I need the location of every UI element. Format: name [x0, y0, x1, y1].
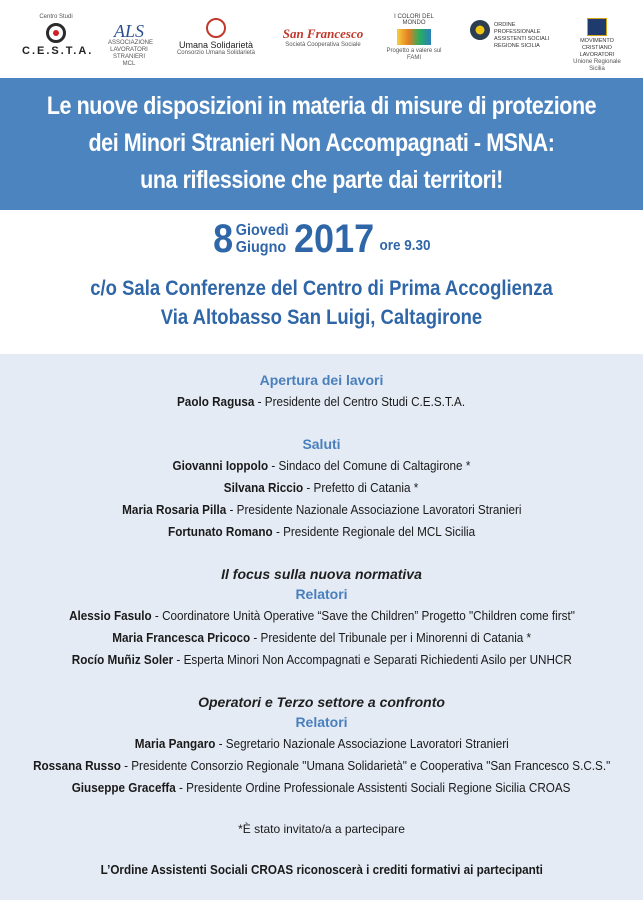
croas-logo-name: ORDINE PROFESSIONALE ASSISTENTI SOCIALI REGIONE SICILIA: [494, 22, 550, 49]
logo-bar: [0, 0, 643, 78]
speaker-role: - Sindaco del Comune di Caltagirone *: [268, 458, 471, 473]
croas-emblem-icon: [470, 20, 490, 40]
speaker-row: [0, 608, 643, 623]
event-time: ore 9.30: [379, 237, 431, 254]
event-month: Giugno: [235, 239, 286, 256]
event-venue: [0, 274, 643, 332]
mcl-logo: [572, 14, 622, 72]
credits-footer-text: L’Ordine Assistenti Sociali CROAS riconoscerà i crediti formativi ai partecipanti: [100, 862, 543, 877]
colori-logo-caption: Progetto a valere sul FAMI: [386, 48, 442, 61]
speaker-name: Maria Francesca Pricoco: [112, 630, 250, 645]
mcl-logo-caption: Unione Regionale Sicilia: [573, 59, 621, 72]
event-date: [0, 218, 643, 268]
speaker-role: - Presidente del Centro Studi C.E.S.T.A.: [254, 394, 466, 409]
credits-footer: [0, 862, 643, 877]
umana-symbol-icon: [206, 18, 226, 38]
san-francesco-logo-name: San Francesco: [282, 26, 364, 41]
speaker-role: - Presidente Consorzio Regionale "Umana Solidarietà" e Cooperativa "San Francesco S.C.S.": [120, 758, 611, 773]
speaker-name: Silvana Riccio: [224, 480, 304, 495]
cesta-logo-name: C.E.S.T.A.: [22, 45, 94, 57]
title-line-1: Le nuove disposizioni in materia di misure di protezione: [46, 92, 597, 120]
focus-relatori-heading: Relatori: [295, 586, 348, 602]
speaker-name: Maria Rosaria Pilla: [121, 502, 226, 517]
speaker-name: Alessio Fasulo: [68, 608, 152, 623]
operatori-relatori-heading: Relatori: [295, 714, 348, 730]
cesta-logo-top: Centro Studi: [39, 14, 73, 20]
als-logo-caption: ASSOCIAZIONE LAVORATORI STRANIERI MCL: [108, 40, 154, 67]
speaker-name: Giuseppe Graceffa: [72, 780, 177, 795]
speaker-name: Giovanni Ioppolo: [172, 458, 269, 473]
speaker-row: [0, 480, 643, 495]
invited-note: *È stato invitato/a a partecipare: [238, 822, 405, 836]
mcl-emblem-icon: [587, 18, 607, 36]
venue-line-1: c/o Sala Conferenze del Centro di Prima Accoglienza: [90, 277, 553, 300]
cesta-logo: [22, 14, 94, 57]
title-line-2: dei Minori Stranieri Non Accompagnati - MSNA:: [88, 129, 555, 157]
speaker-row: [0, 524, 643, 539]
event-year: 2017: [293, 217, 374, 261]
speaker-role: - Presidente Nazionale Associazione Lavoratori Stranieri: [225, 502, 522, 517]
title-line-3: una riflessione che parte dai territori!: [140, 166, 503, 194]
event-weekday: Giovedì: [235, 222, 289, 239]
colori-del-mondo-logo: [382, 14, 446, 61]
colori-graphic-icon: [397, 29, 431, 45]
speaker-role: - Coordinatore Unità Operative “Save the Children” Progetto "Children come first": [151, 608, 575, 623]
speaker-role: - Esperta Minori Non Accompagnati e Separati Richiedenti Asilo per UNHCR: [172, 652, 572, 667]
event-title: [45, 78, 598, 199]
san-francesco-logo: [280, 14, 366, 54]
apertura-heading: Apertura dei lavori: [259, 372, 384, 388]
venue-line-2: Via Altobasso San Luigi, Caltagirone: [160, 306, 483, 329]
speaker-row: [0, 758, 643, 773]
saluti-heading: Saluti: [302, 436, 341, 452]
speaker-role: - Presidente del Tribunale per i Minorenni di Catania *: [249, 630, 531, 645]
speaker-name: Fortunato Romano: [167, 524, 273, 539]
speaker-row: [0, 780, 643, 795]
focus-heading: Il focus sulla nuova normativa: [221, 566, 422, 582]
speaker-row: [0, 736, 643, 751]
operatori-heading: Operatori e Terzo settore a confronto: [198, 694, 445, 710]
program-section: [0, 354, 643, 900]
speaker-role: - Segretario Nazionale Associazione Lavoratori Stranieri: [215, 736, 509, 751]
speaker-name: Rocío Muñiz Soler: [71, 652, 173, 667]
umana-solidarieta-logo: [170, 14, 262, 54]
croas-logo: [466, 14, 558, 54]
speaker-row: [0, 630, 643, 645]
speaker-role: - Prefetto di Catania *: [303, 480, 419, 495]
speaker-name: Paolo Ragusa: [177, 394, 255, 409]
san-francesco-logo-caption: Società Cooperativa Sociale: [285, 42, 361, 48]
title-band: [0, 78, 643, 210]
speaker-name: Rossana Russo: [32, 758, 121, 773]
cesta-eye-icon: [46, 23, 66, 43]
speaker-role: - Presidente Regionale del MCL Sicilia: [272, 524, 476, 539]
mcl-logo-name: MOVIMENTO CRISTIANO LAVORATORI: [579, 38, 615, 58]
als-logo: [108, 14, 154, 67]
speaker-role: - Presidente Ordine Professionale Assistenti Sociali Regione Sicilia CROAS: [176, 780, 571, 795]
speaker-row: [0, 394, 643, 409]
speaker-row: [0, 652, 643, 667]
umana-logo-caption: Consorzio Umana Solidarietà: [176, 50, 256, 56]
event-day-number: 8: [212, 217, 233, 261]
speaker-row: [0, 458, 643, 473]
colori-logo-name: I COLORI DEL MONDO: [394, 14, 434, 26]
umana-logo-name: Umana Solidarietà: [178, 40, 254, 50]
speaker-name: Maria Pangaro: [134, 736, 216, 751]
speaker-row: [0, 502, 643, 517]
als-logo-name: ALS: [113, 21, 144, 41]
